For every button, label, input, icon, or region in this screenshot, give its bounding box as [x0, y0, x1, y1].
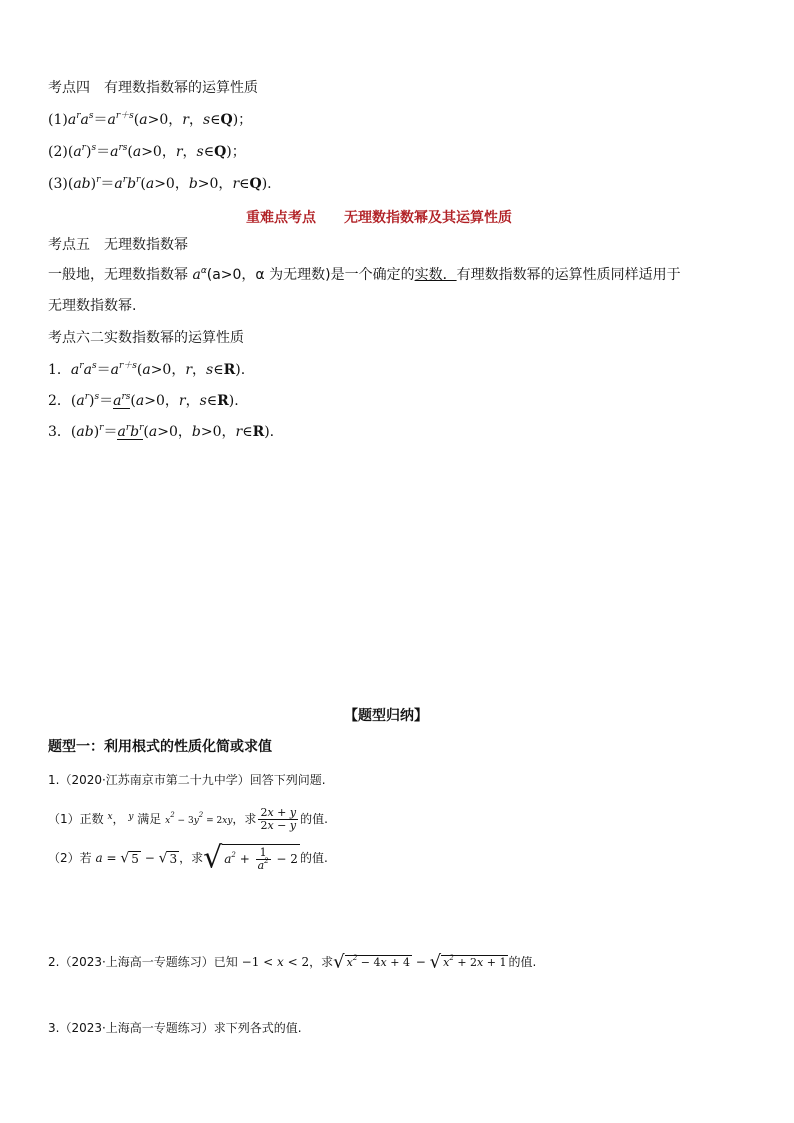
q1p2-c: 的值.	[299, 851, 328, 865]
para-part-underlined: 实数．	[414, 267, 457, 283]
q2-a: 2.（2023·上海高一专题练习）已知	[48, 955, 238, 969]
para-part-a: 一般地，无理数指数幂	[48, 267, 193, 283]
q3-text: 3.（2023·上海高一专题练习）求下列各式的值.	[48, 1021, 302, 1035]
rule-r-2: 2．$(a^r)^s=a^{rs}(a>0$，r，s∈R).	[48, 392, 239, 409]
type1-title	[48, 737, 272, 757]
rule-r-3: 3．$(ab)^r=a^rb^r(a>0$，b>0，r∈R).	[48, 423, 275, 440]
section-label	[344, 706, 428, 726]
main-heading	[246, 208, 512, 228]
q2-b: ，求	[309, 955, 334, 969]
question-3	[48, 1018, 302, 1038]
section6-title	[48, 328, 244, 348]
section4-title	[48, 78, 258, 98]
rule-q-2: $(2)(a^r)^s=a^{rs}(a>0$，r，s∈Q)；	[48, 143, 246, 160]
rule-q-2-num: (2)	[48, 144, 68, 160]
section5-para-line1: 一般地，无理数指数幂 $a^\alpha(a>0$，α 为无理数)是一个确定的实数．有理数指数幂的运算性质同样适用于	[48, 266, 681, 283]
rule-q-3: $(3)(ab)^r=a^rb^r(a>0$，b>0，r∈Q).	[48, 175, 272, 192]
q1p1-b: 满足	[137, 812, 162, 826]
question-1-part2: （2）若 a = √ 5 − √ 3 ，求√ $a^2$ + $\frac{1}{a^2}$ − 2 的值.	[48, 840, 328, 876]
para-part-d: 有理数指数幂的运算性质同样适用于	[456, 267, 681, 283]
section5-title-text: 考点五 无理数指数幂	[48, 237, 188, 253]
rule-q-1: $(1)a^ra^s=a^{r+s}(a>0$，r，s∈Q)；	[48, 111, 253, 128]
main-heading-text: 重难点考点 无理数指数幂及其运算性质	[246, 210, 512, 226]
q1p2-a: （2）若	[48, 851, 92, 865]
section4-title-text: 考点四 有理数指数幂的运算性质	[48, 80, 258, 96]
question-2: 2.（2023·上海高一专题练习）已知 −1 < x < 2，求√ $x^2 - 4x + 4$ − √ $x^2 + 2x + 1$ 的值.	[48, 951, 537, 973]
rule-r-1: 1．$a^ra^s=a^{r+s}(a>0$，r，s∈R).	[48, 361, 246, 378]
question-1-head-text: 1.（2020·江苏南京市第二十九中学）回答下列问题.	[48, 773, 326, 787]
para-part-b: (a>0，α 为无理数)是一个确定的	[206, 267, 415, 283]
rule-q-3-num: (3)	[48, 176, 68, 192]
q1p1-a: （1）正数	[48, 812, 104, 826]
rule-q-1-num: (1)	[48, 112, 68, 128]
section6-title-text: 考点六二实数指数幂的运算性质	[48, 330, 244, 346]
section5-para-line2	[48, 296, 136, 316]
para-line2-text: 无理数指数幂.	[48, 298, 137, 314]
q1p1-d: 的值.	[300, 812, 328, 826]
section-label-text: 【题型归纳】	[344, 708, 428, 724]
q1p1-c: ，求	[232, 812, 257, 826]
q1p2-b: ，求	[179, 851, 204, 865]
q2-c: 的值.	[508, 955, 537, 969]
question-1-head	[48, 770, 326, 790]
type1-title-text: 题型一：利用根式的性质化简或求值	[48, 739, 272, 755]
section5-title	[48, 235, 188, 255]
question-1-part1: （1）正数 $^x$， $^y$ 满足 $x^2 - 3y^2 = 2xy$，求 $\frac{2x + y}{2x - y}$ 的值.	[48, 806, 328, 832]
